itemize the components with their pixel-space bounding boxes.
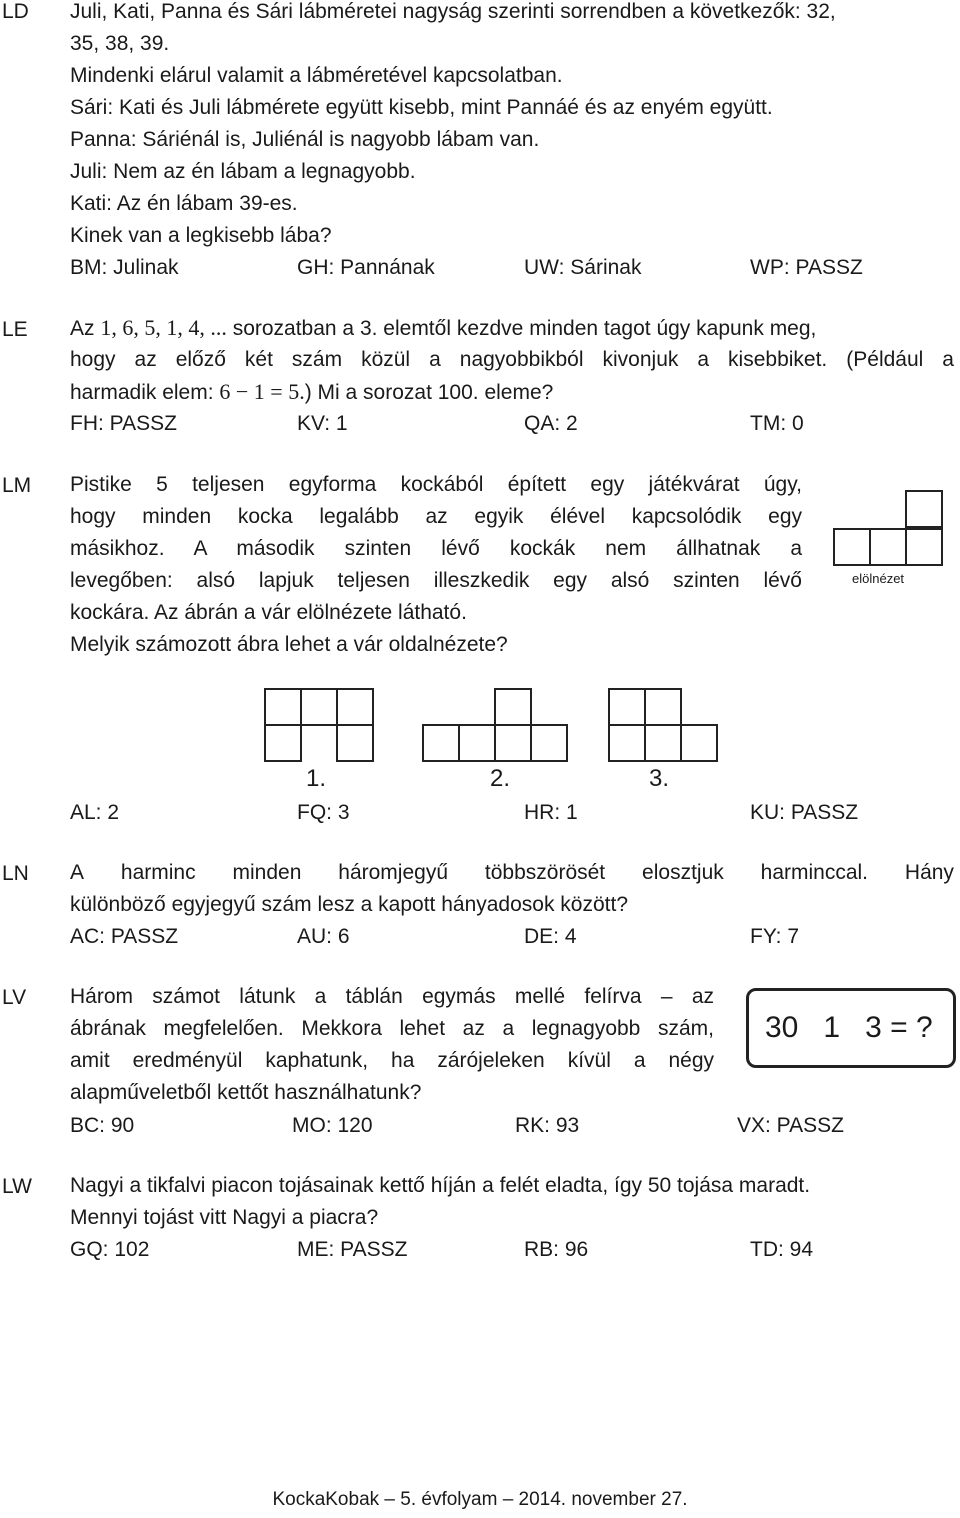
problem-text: különböző egyjegyű szám lesz a kapott hányadosok között? (70, 893, 629, 916)
cube (264, 724, 302, 762)
cube (264, 688, 302, 726)
problem-text: Mindenki elárul valamit a lábméretével kapcsolatban. (70, 64, 563, 87)
problem-text: Juli, Kati, Panna és Sári lábméretei nagyság szerinti sorrendben a következők: 32, (70, 0, 836, 23)
answer-option: UW: Sárinak (524, 256, 642, 279)
answer-option: BM: Julinak (70, 256, 179, 279)
problem-text: amit eredményül kaphatunk, ha zárójeleken kívül a négy (70, 1049, 714, 1072)
cube (530, 724, 568, 762)
cube (644, 688, 682, 726)
problem-text: Melyik számozott ábra lehet a vár oldalnézete? (70, 633, 508, 656)
problem-text: ábrának megfelelően. Mekkora lehet az a legnagyobb szám, (70, 1017, 714, 1040)
answer-option: QA: 2 (524, 412, 578, 435)
cube (833, 528, 871, 566)
problem-text: hogy az előző két szám közül a nagyobbikból kivonjuk a kisebbiket. (Például a (70, 348, 954, 371)
answer-option: AL: 2 (70, 801, 120, 824)
problem-text: Kinek van a legkisebb lába? (70, 224, 332, 247)
cube (494, 688, 532, 726)
math-expression: 1, 6, 5, 1, 4, ... (100, 315, 227, 340)
answer-option: FY: 7 (750, 925, 800, 948)
answer-option: RK: 93 (515, 1114, 580, 1137)
problem-text: Nagyi a tikfalvi piacon tojásainak kettő híján a felét eladta, így 50 tojása maradt. (70, 1174, 811, 1197)
answer-option: KU: PASSZ (750, 801, 859, 824)
problem-text: Pistike 5 teljesen egyforma kockából épített egy játékvárat úgy, (70, 473, 802, 496)
problem-text: Mennyi tojást vitt Nagyi a piacra? (70, 1206, 379, 1229)
answer-option: DE: 4 (524, 925, 577, 948)
problem-code: LM (2, 474, 32, 497)
figure-number: 2. (490, 765, 511, 792)
figure-number: 1. (306, 765, 327, 792)
answer-option: GQ: 102 (70, 1238, 150, 1261)
cube (869, 528, 907, 566)
cube (336, 724, 374, 762)
answer-option: RB: 96 (524, 1238, 589, 1261)
figure-number: 3. (649, 765, 670, 792)
cube (644, 724, 682, 762)
problem-text: Három számot látunk a táblán egymás mellé felírva – az (70, 985, 714, 1008)
problem-text: hogy minden kocka legalább az egyik élével kapcsolódik egy (70, 505, 802, 528)
answer-option: AC: PASSZ (70, 925, 179, 948)
answer-option: FQ: 3 (297, 801, 350, 824)
problem-text: kockára. Az ábrán a vár elölnézete látható. (70, 601, 467, 624)
answer-option: WP: PASSZ (750, 256, 863, 279)
problem-text: Az 1, 6, 5, 1, 4, ... sorozatban a 3. elemtől kezdve minden tagot úgy kapunk meg, (70, 315, 817, 340)
problem-text: levegőben: alsó lapjuk teljesen illeszkedik egy alsó szinten lévő (70, 569, 802, 592)
answer-option: BC: 90 (70, 1114, 135, 1137)
answer-option: FH: PASSZ (70, 412, 177, 435)
answer-option: KV: 1 (297, 412, 348, 435)
problem-text: 35, 38, 39. (70, 32, 170, 55)
answer-option: MO: 120 (292, 1114, 373, 1137)
answer-option: VX: PASSZ (737, 1114, 844, 1137)
cube (494, 724, 532, 762)
cube (608, 688, 646, 726)
math-expression: 6 − 1 = 5. (219, 379, 305, 404)
cube (336, 688, 374, 726)
page-footer: KockaKobak – 5. évfolyam – 2014. november 27. (272, 1489, 688, 1510)
blackboard: 30 1 3 = ? (746, 988, 956, 1068)
problem-code: LE (2, 318, 28, 341)
problem-text: Kati: Az én lábam 39-es. (70, 192, 298, 215)
problem-code: LD (2, 0, 29, 23)
problem-text: Sári: Kati és Juli lábmérete együtt kisebb, mint Pannáé és az enyém együtt. (70, 96, 773, 119)
answer-option: AU: 6 (297, 925, 350, 948)
problem-code: LN (2, 862, 29, 885)
problem-text: Juli: Nem az én lábam a legnagyobb. (70, 160, 416, 183)
problem-text: másikhoz. A második szinten lévő kockák nem állhatnak a (70, 537, 802, 560)
answer-option: TD: 94 (750, 1238, 814, 1261)
cube (680, 724, 718, 762)
problem-text: Panna: Sáriénál is, Juliénál is nagyobb lábam van. (70, 128, 540, 151)
answer-option: TM: 0 (750, 412, 804, 435)
cube (608, 724, 646, 762)
answer-option: GH: Pannának (297, 256, 435, 279)
cube (458, 724, 496, 762)
cube (422, 724, 460, 762)
cube (905, 528, 943, 566)
problem-code: LW (2, 1175, 32, 1198)
cube (905, 490, 943, 528)
answer-option: ME: PASSZ (297, 1238, 408, 1261)
problem-text: alapműveletből kettőt használhatunk? (70, 1081, 422, 1104)
answer-option: HR: 1 (524, 801, 578, 824)
problem-text: A harminc minden háromjegyű többszörösét elosztjuk harminccal. Hány (70, 861, 954, 884)
figure-label: elölnézet (852, 571, 905, 586)
problem-text: harmadik elem: 6 − 1 = 5.) Mi a sorozat 100. eleme? (70, 379, 554, 404)
problem-code: LV (2, 986, 27, 1009)
cube (300, 688, 338, 726)
